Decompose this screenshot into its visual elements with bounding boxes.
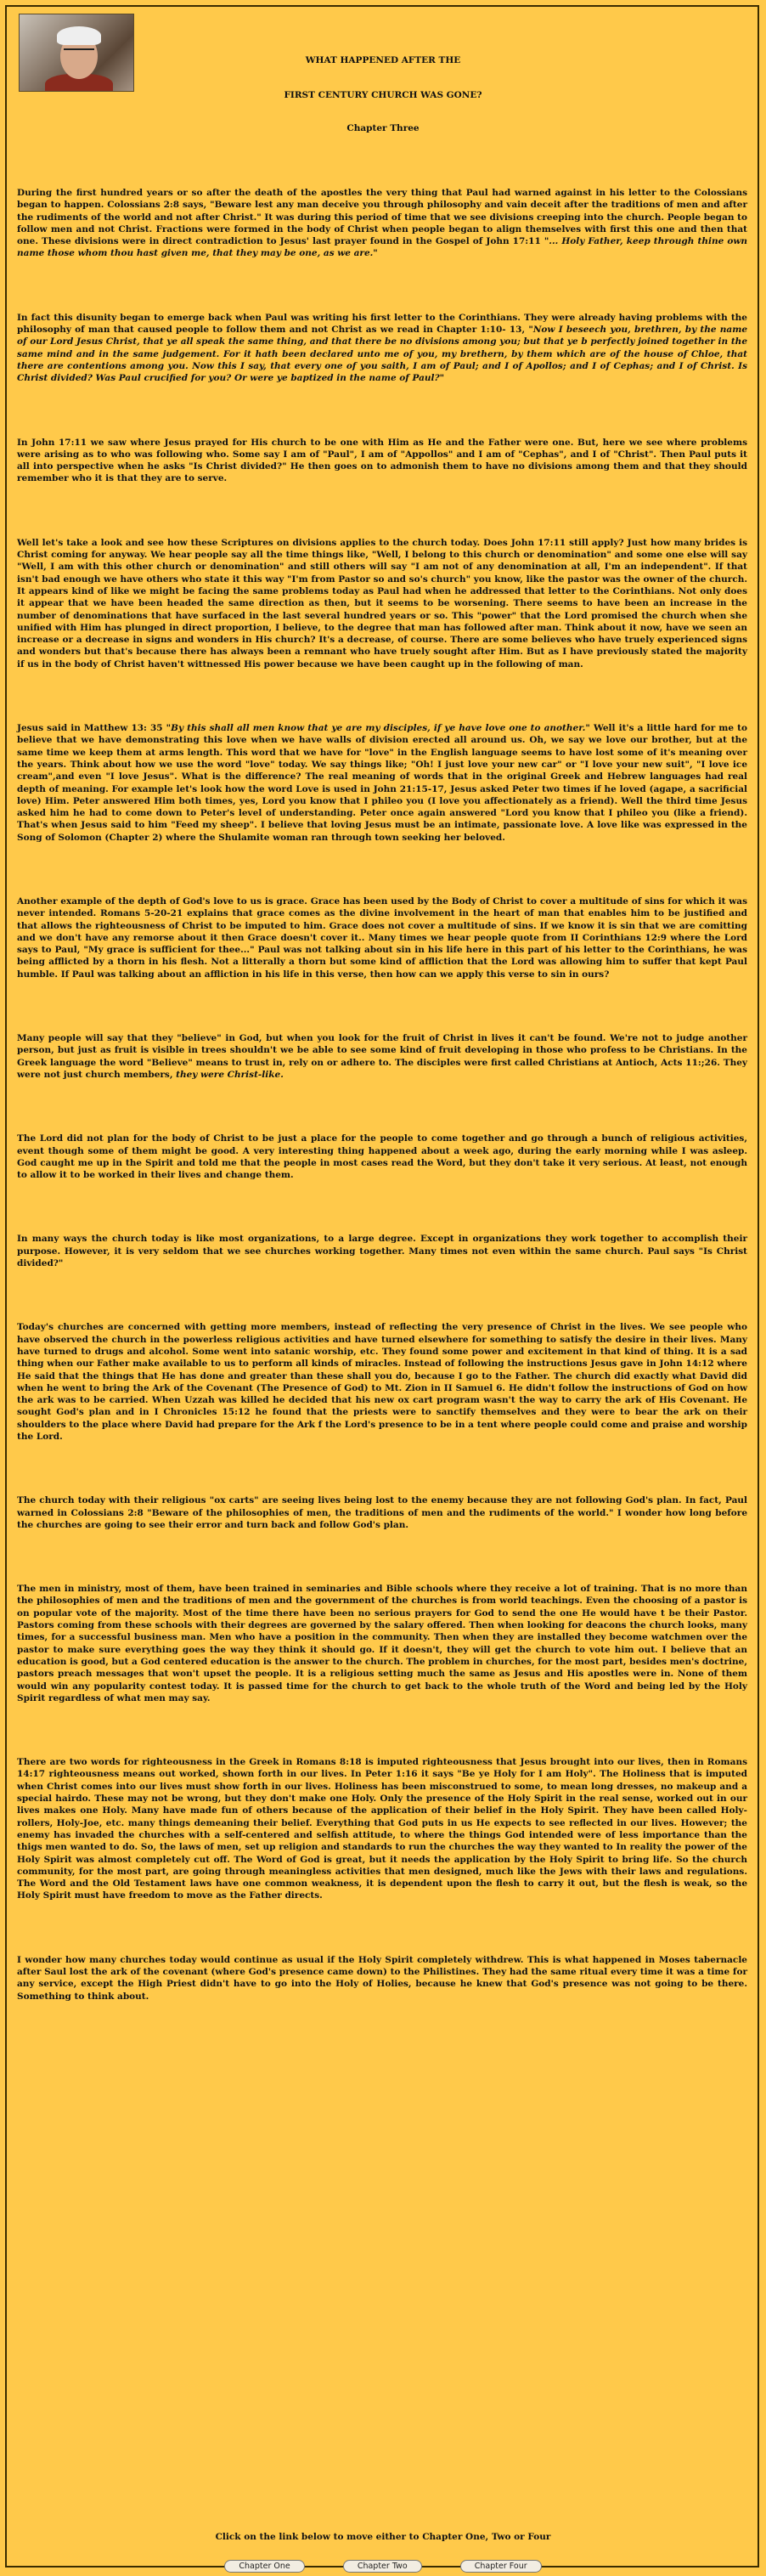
paragraph-3: In John 17:11 we saw where Jesus prayed for His church to be one with Him as He and the Father were one. But, here we see where problems were arising as to who was following who. Some say I am of "Paul", I am of "Appollos" and I am of "Cephas", and I of "Christ". Then Paul puts it all into perspective when he asks "Is Christ divided?" He then goes on to admonish them to have no divisions among them and that they should remember who it is that they are to serve. — [17, 437, 747, 484]
paragraph-11: The church today with their religious "ox carts" are seeing lives being lost to the enemy because they are not following God's plan. In fact, Paul warned in Colossians 2:8 "Beware of the philosophies of men, the traditions of men and the rudiments of the world." I wonder how long before the churches are going to see their error and turn back and follow God's plan. — [17, 1495, 747, 1530]
chapter-nav-buttons — [7, 2556, 759, 2573]
page-frame — [5, 5, 759, 2571]
page-title-line1: WHAT HAPPENED AFTER THE — [305, 55, 461, 65]
chapter-one-button[interactable]: Chapter One — [224, 2560, 304, 2573]
paragraph-14: I wonder how many churches today would continue as usual if the Holy Spirit completely withdrew. This is what happened in Moses tabernacle after Saul lost the ark of the covenant (where God's presence came down) to the Philistines. They had the same ritual every time it was a time for any service, except the High Priest didn't have to go into the Holy of Holies, because he knew that God's presence was not going to be there. Something to think about. — [17, 1954, 747, 2002]
paragraph-1: During the first hundred years or so after the death of the apostles the very thing that Paul had warned against in his letter to the Colossians began to happen. Colossians 2:8 says, "Beware lest any man deceive you through philosophy and vain deceit after the traditions of men and after the rudiments of the world and not after Christ." It was during this period of time that we see divisions creeping into the church. People began to follow men and not Christ. Fractions were formed in the body of Christ when people began to align themselves with first this one and then that one. These divisions were in direct contradiction to Jesus' last prayer found in the Gospel of John 17:11 "... Holy Father, keep through thine own name those whom thou hast given me, that they may be one, as we are." — [17, 188, 748, 259]
paragraph-13: There are two words for righteousness in the Greek in Romans 8:18 is imputed righteousness that Jesus brought into our lives, then in Romans 14:17 righteousness means out worked, shown forth in our lives. In Peter 1:16 it says "Be ye Holy for I am Holy". The Holiness that is imputed when Christ comes into our lives must show forth in our lives. Holiness has been misconstrued to some, to mean long dresses, no makeup and a special hairdo. These may not be wrong, but they don't make one Holy. Only the presence of the Holy Spirit in the real sense, worked out in our lives makes one Holy. Many have made fun of others because of the application of their belief in the Holy Spirit. They have been called Holy-rollers, Holy-Joe, etc. many things demeaning their belief. Everything that God puts in us He expects to see reflected in our lives. However; the enemy has invaded the churches with a self-centered and selfish attitude, to where the things God intended were of less importance than the thigs men wanted to do. So, the laws of men, set up religion and standards to run the churches the way they wanted to In reality the power of the Holy Spirit was almost completely cut off. The Word of God is great, but it needs the application by the Holy Spirit to bring life. So the church community, for the most part, are going through meaningless activities that men designed, much like the Jews with their laws and regulations. The Word and the Old Testament laws have one common weakness, it is dependent upon the flesh to carry it out, but the flesh is weak, so the Holy Spirit must have freedom to move as the Father directs. — [17, 1757, 747, 1901]
chapter-nav-prompt: Click on the link below to move either to Chapter One, Two or Four — [215, 2532, 551, 2542]
chapter-two-button[interactable]: Chapter Two — [343, 2560, 422, 2573]
chapter-four-button[interactable]: Chapter Four — [460, 2560, 542, 2573]
paragraph-9: In many ways the church today is like most organizations, to a large degree. Except in organizations they work together to accomplish their purpose. However, it is very seldom that we see churches working together. Many times not even within the same church. Paul says "Is Christ divided?" — [17, 1234, 747, 1269]
chapter-heading: Chapter Three — [346, 123, 420, 133]
paragraph-8: The Lord did not plan for the body of Christ to be just a place for the people to come together and go through a bunch of religious activities, event though some of them might be good. A very interesting thing happened about a week ago, during the early morning while I was asleep. God caught me up in the Spirit and told me that the people in most cases read the Word, but they don't take it very serious. At least, not enough to allow it to be worked in their lives and change them. — [17, 1133, 747, 1181]
paragraph-12: The men in ministry, most of them, have been trained in seminaries and Bible schools where they receive a lot of training. That is no more than the philosophies of men and the traditions of men and the government of the churches is from world teachings. Even the choosing of a pastor is on popular vote of the majority. Most of the time there have been no serious prayers for God to send the one He would have t be their Pastor. Pastors coming from these schools with their degrees are governed by the salary offered. Then when looking for deacons the church looks, many times, for a successful business man. Men who have a position in the community. Then when they are installed they become watchmen over the pastor to make sure everything goes the way they think it should go. If it doesn't, they will get the church to vote him out. I believe that an education is good, but a God centered education is the answer to the church. The problem in churches, for the most part, besides men's doctrine, pastors preach messages that won't upset the people. It is a religious setting much the same as Jesus and His apostles were in. None of them would win any popularity contest today. It is passed time for the church to get back to the whole truth of the Word and being led by the Holy Spirit regardless of what men may say. — [17, 1584, 747, 1703]
page-title-line2: FIRST CENTURY CHURCH WAS GONE? — [284, 90, 482, 100]
article-body — [17, 187, 747, 2003]
paragraph-10: Today's churches are concerned with getting more members, instead of reflecting the very presence of Christ in the lives. We see people who have observed the church in the powerless religious activities and have turned elsewhere for something to satisfy the desire in their lives. Many have turned to drugs and alcohol. Some went into satanic worship, etc. They found some power and excitement in that kind of thing. It is a sad thing when our Father make available to us to perform all kinds of miracles. Instead of following the instructions Jesus gave in John 14:12 where He said that the things that He has done and greater than these shall you do, because I go to the Father. The church did exactly what David did when he went to bring the Ark of the Covenant (The Presence of God) to Mt. Zion in II Samuel 6. He didn't follow the instructions of God on how the ark was to be carried. When Uzzah was killed he decided that his new ox cart program wasn't the way to carry the ark of His Covenant. He sought God's plan and in I Chronicles 15:12 he found that the priests were to sanctify themselves and they were to bear the ark on their shoulders to the place where David had prepare for the Ark f the Lord's presence to be in a tent where people could come and praise and worship the Lord. — [17, 1322, 747, 1442]
paragraph-7: Many people will say that they "believe" in God, but when you look for the fruit of Christ in lives it can't be found. We're not to judge another person, but just as fruit is visible in trees shouldn't we be able to see some kind of fruit developing in those who profess to be Christians. In the Greek language the word "Believe" means to trust in, rely on or adhere to. The disciples were first called Christians at Antioch, Acts 11:;26. They were not just church members, they were Christ-like. — [17, 1033, 747, 1080]
paragraph-5: Jesus said in Matthew 13: 35 "By this shall all men know that ye are my disciples, if ye have love one to another." Well it's a little hard for me to believe that we have demonstrating this love when we have walls of division erected all around us. Oh, we say we love our brother, but at the same time we keep them at arms length. This word that we have for "love" in the English language seems to have lost some of it's meaning over the years. Think about how we use the word "love" today. We say things like; "Oh! I just love your new car" or "I love your new suit", "I love ice cream",and even "I love Jesus". What is the difference? The real meaning of words that in the original Greek and Hebrew languages had real depth of meaning. For example let's look how the word Love is used in John 21:15-17, Jesus asked Peter two times if he loved (agape, a sacrificial love) Him. Peter answered Him both times, yes, Lord you know that I phileo you (I love you affectionately as a friend). Well the third time Jesus asked him he had to come down to Peter's level of understanding. Peter once again answered "Lord you know that I phileo you (like a friend). That's when Jesus said to him "Feed my sheep". I believe that loving Jesus must be an intimate, passionate love. A love like was expressed in the Song of Solomon (Chapter 2) where the Shulamite woman ran through town seeking her beloved. — [17, 723, 747, 843]
paragraph-6: Another example of the depth of God's love to us is grace. Grace has been used by the Body of Christ to cover a multitude of sins for which it was never intended. Romans 5-20-21 explains that grace comes as the divine involvement in the heart of man that enables him to be justified and that allows the righteousness of Christ to be imputed to him. Grace does not cover a multitude of sins. If we know it is sin that we are comitting and we don't have any remorse about it then Grace doesn't cover it.. Many times we hear people quote from II Corinthians 12:9 where the Lord says to Paul, "My grace is sufficient for thee..." Paul was not talking about sin in his life here in this part of his letter to the Corinthians, he was being afflicted by a thorn in his flesh. Not a litterally a thorn but some kind of affliction that the Lord was allowing him to suffer that kept Paul humble. If Paul was talking about an affliction in his life in this verse, then how can we apply this verse to sin in ours? — [17, 895, 747, 980]
paragraph-2: In fact this disunity began to emerge back when Paul was writing his first letter to the Corinthians. They were already having problems with the philosophy of man that caused people to follow them and not Christ as we read in Chapter 1:10- 13, "Now I beseech you, brethren, by the name of our Lord Jesus Christ, that ye all speak the same thing, and that there be no divisions among you; but that ye b perfectly joined together in the same mind and in the same judgement. For it hath been declared unto me of you, my brethern, by them which are of the house of Chloe, that there are contentions among you. Now this I say, that every one of you saith, I am of Paul; and I of Apollos; and I of Cephas; and I of Christ. Is Christ divided? Was Paul crucified for you? Or were ye baptized in the name of Paul?" — [17, 312, 748, 384]
paragraph-4: Well let's take a look and see how these Scriptures on divisions applies to the church today. Does John 17:11 still apply? Just how many brides is Christ coming for anyway. We hear people say all the time things like, "Well, I belong to this church or denomination" and some one else will say "Well, I am with this other church or denomination" and still others will say "I am not of any denomination at all, I'm an independent". If that isn't bad enough we have others who state it this way "I'm from Pastor so and so's church" you know, like the pastor was the owner of the church. It appears kind of like we might be facing the same problems today as Paul had when he addressed that letter to the Corinthians. Not only does it appear that we have been headed the same direction as then, but it seems to be worsening. There seems to have been an increase in the number of denominations that have surfaced in the last several hundred years or so. This "power" that the Lord promised the church when she unified with Him has plunged in direct proportion, I believe, to the degree that man has followed after man. Think about it now, have we seen an increase or a decrease in signs and wonders in His church? It's a decrease, of course. There are some believes who have truely experienced signs and wonders but that's because there has always been a remnant who have truely sought after Him. But as I have previously stated the majority if us in the body of Christ haven't wittnessed His power because we have been caught up in the following of man. — [17, 537, 747, 669]
author-photo — [19, 14, 134, 92]
